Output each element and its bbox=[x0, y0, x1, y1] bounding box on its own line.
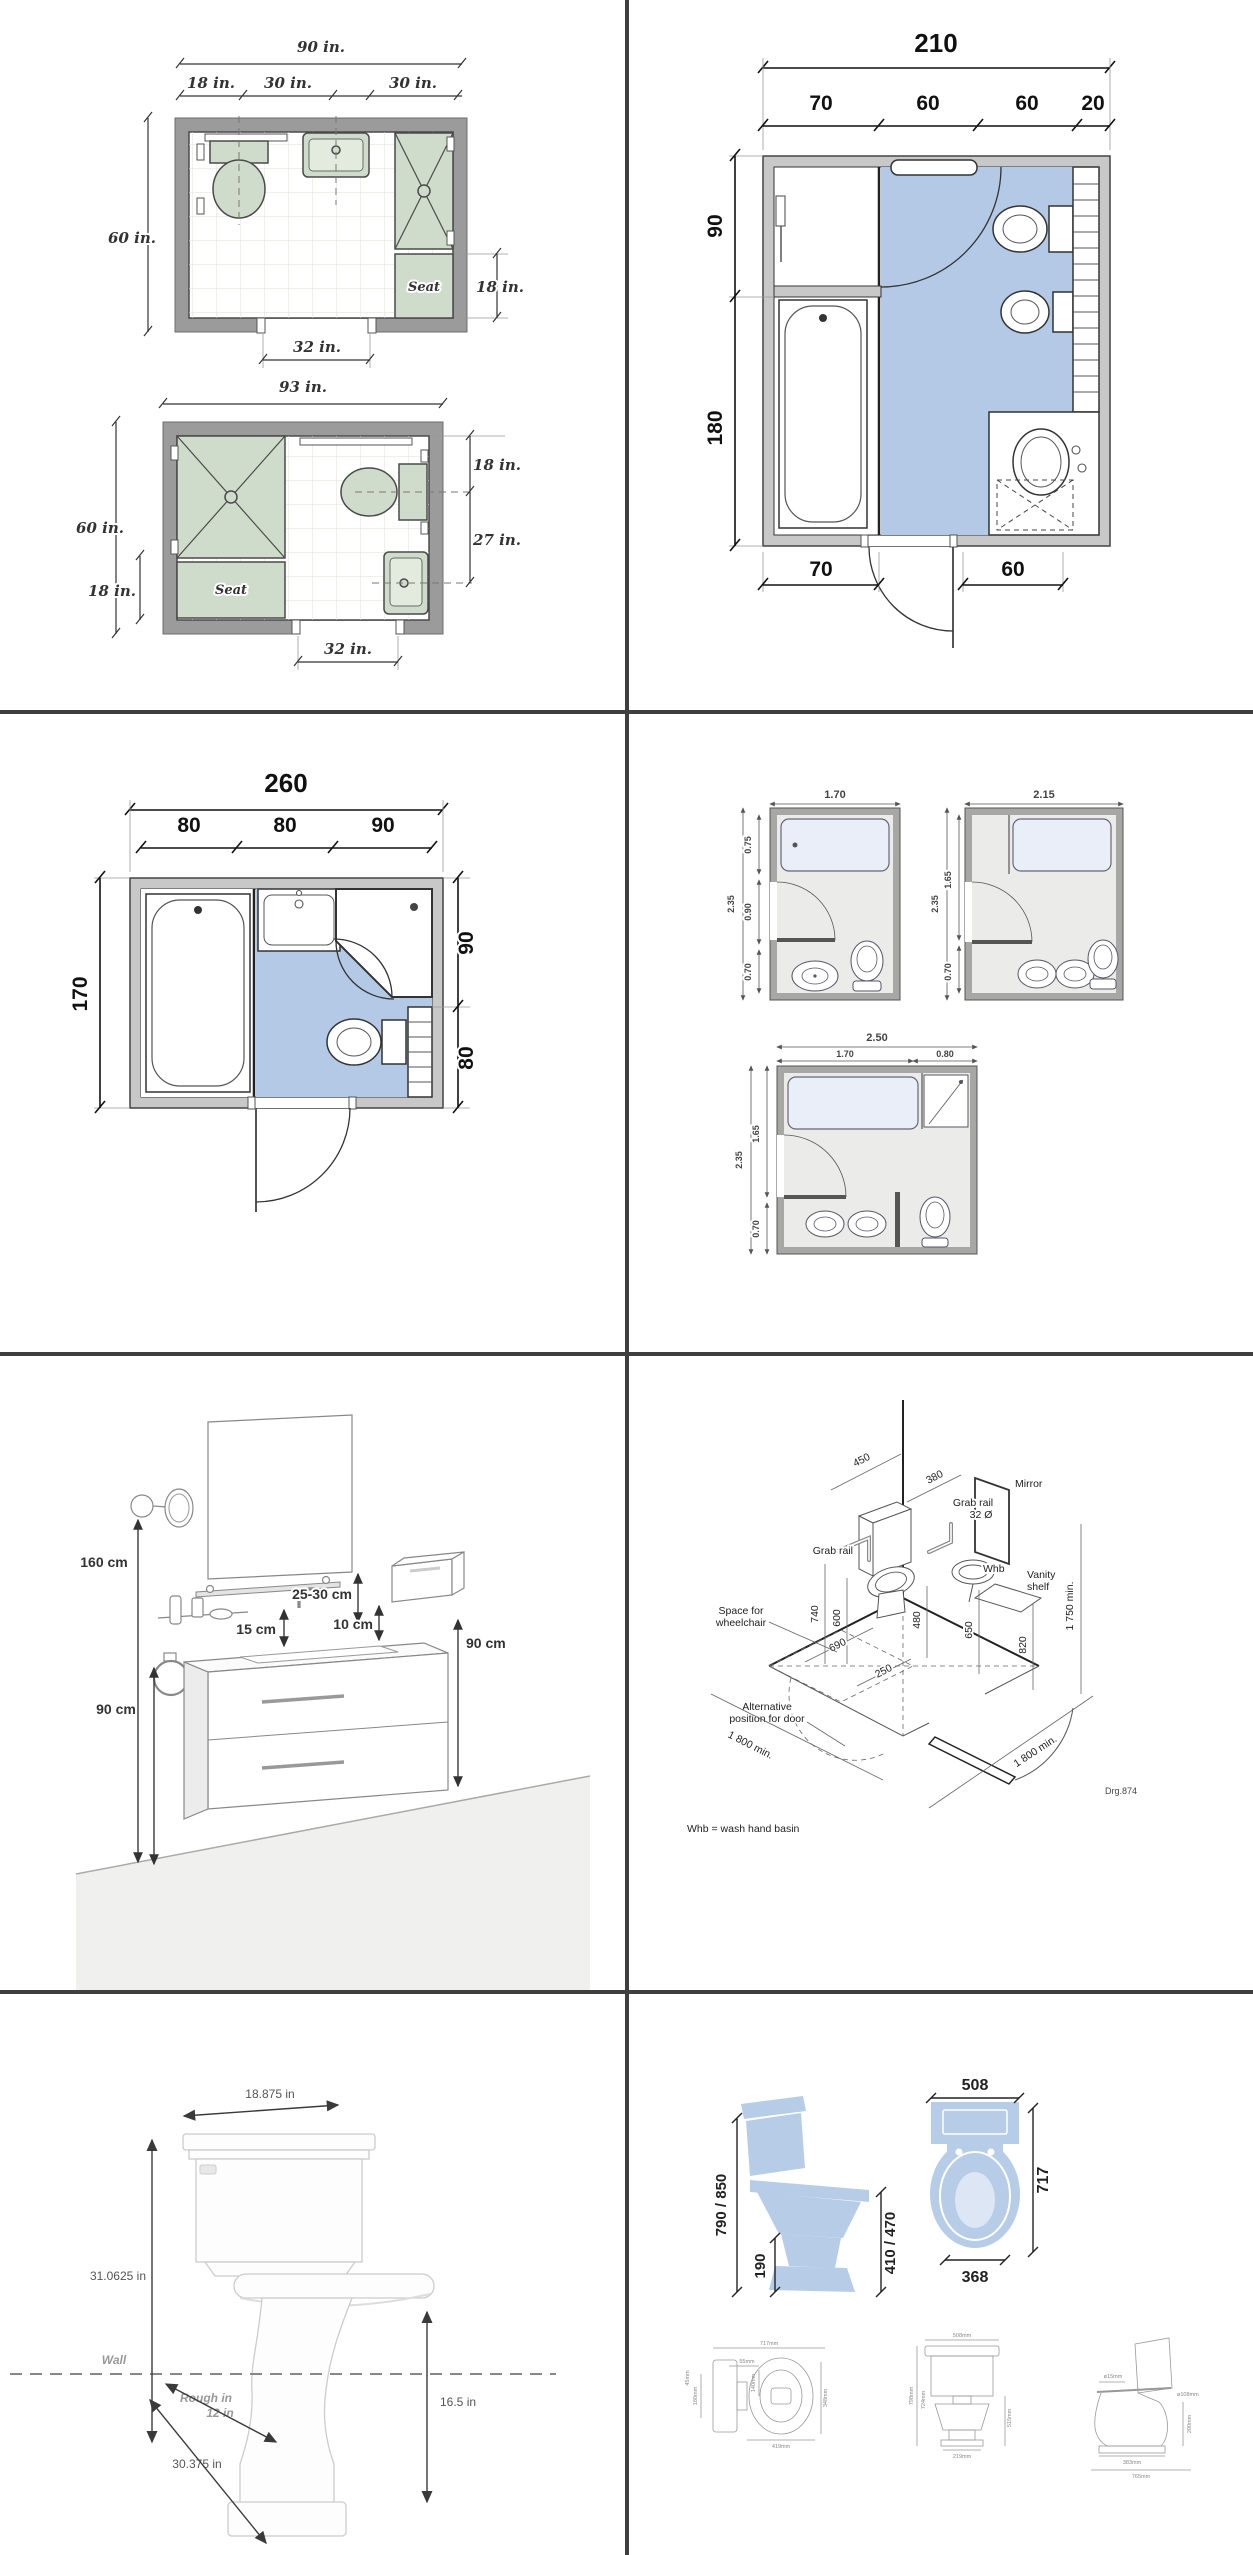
dim-s2: 0.70 bbox=[943, 963, 953, 981]
panel-accessible-wc bbox=[629, 1356, 1253, 1990]
shower bbox=[395, 133, 454, 249]
flush-lever bbox=[200, 2165, 216, 2174]
plan-215 bbox=[930, 789, 1123, 1000]
bidet bbox=[1001, 291, 1073, 333]
vanity-unit bbox=[184, 1643, 448, 1819]
dim-seg2: 60 bbox=[916, 92, 940, 115]
dim-seg3: 30 in. bbox=[389, 74, 437, 92]
dim-s1: 0.75 bbox=[743, 836, 753, 854]
grab-rail bbox=[205, 134, 287, 141]
dim-219mm: 219mm bbox=[952, 2454, 972, 2460]
drawing-number: Drg.874 bbox=[1105, 1786, 1138, 1796]
dim-bot1: 70 bbox=[809, 558, 833, 581]
grab-rail bbox=[300, 438, 412, 445]
bathtub bbox=[1013, 819, 1111, 871]
dim-s1: 1.65 bbox=[751, 1125, 761, 1143]
dim-top: 1.70 bbox=[824, 789, 846, 801]
dim-419mm: 419mm bbox=[771, 2444, 791, 2450]
dim-bot2: 60 bbox=[1001, 558, 1025, 581]
dim-seg2: 30 in. bbox=[264, 74, 312, 92]
door-opening bbox=[867, 536, 951, 546]
dispenser bbox=[170, 1596, 181, 1624]
accessories bbox=[158, 1596, 248, 1624]
dim-s1: 1.65 bbox=[943, 871, 953, 889]
dim-left1: 90 bbox=[704, 214, 727, 238]
tech-plan-view bbox=[685, 2341, 829, 2450]
accessible-wc-drawing bbox=[629, 1356, 1253, 1990]
label-alt1: Alternative bbox=[742, 1701, 792, 1713]
panel-210-floorplan bbox=[629, 0, 1253, 710]
shower-seat bbox=[395, 254, 453, 318]
dim-200mm: 200mm bbox=[1187, 2414, 1193, 2434]
dimensions-iso bbox=[687, 1451, 1137, 1835]
panel-vanity-heights bbox=[0, 1356, 625, 1990]
partition-wall bbox=[895, 1192, 900, 1247]
dim-depth: 30.375 in bbox=[172, 2457, 222, 2471]
dim-top: 2.15 bbox=[1033, 789, 1055, 801]
dim-t1: 1.70 bbox=[836, 1049, 854, 1059]
floorplan-93in bbox=[76, 378, 521, 670]
panel-260-floorplan bbox=[0, 714, 625, 1352]
toilet-dimensions-drawing bbox=[629, 1994, 1253, 2555]
bathtub bbox=[779, 300, 867, 528]
shower-seat bbox=[177, 562, 285, 618]
door-opening bbox=[965, 882, 972, 942]
seat-label: Seat bbox=[214, 583, 248, 598]
label-grab-rail-dia: Grab rail bbox=[952, 1497, 994, 1509]
magnifying-mirror bbox=[131, 1489, 193, 1527]
dim-160cm: 160 cm bbox=[80, 1554, 128, 1570]
dim-r2: 27 in. bbox=[473, 531, 521, 549]
plan-170 bbox=[726, 789, 900, 1000]
label-wall: Wall bbox=[101, 2353, 127, 2367]
dim-seg3: 60 bbox=[1015, 92, 1039, 115]
dim-height: 31.0625 in bbox=[89, 2269, 146, 2283]
dim-width: 93 in. bbox=[279, 378, 327, 396]
tech-side-view bbox=[1091, 2338, 1199, 2480]
towel-ring bbox=[154, 1653, 188, 1695]
dim-door: 32 in. bbox=[293, 338, 341, 356]
toilet-photo bbox=[183, 2134, 434, 2536]
toilet-roughin-drawing bbox=[0, 1994, 625, 2555]
dim-515mm: 515mm bbox=[1007, 2408, 1013, 2428]
washbasin bbox=[792, 961, 838, 991]
toilet bbox=[920, 1197, 950, 1247]
tech-front-view bbox=[909, 2333, 1013, 2460]
dim-348mm: 348mm bbox=[823, 2388, 829, 2408]
label-grab-rail-dia2: 32 Ø bbox=[969, 1509, 993, 1521]
panel-toilet-roughin bbox=[0, 1994, 625, 2555]
mirror bbox=[208, 1415, 352, 1579]
dim-10cm: 10 cm bbox=[333, 1616, 373, 1632]
dim-480: 480 bbox=[911, 1611, 923, 1629]
dim-790-850: 790 / 850 bbox=[713, 2173, 730, 2237]
dim-820: 820 bbox=[1017, 1636, 1029, 1654]
door-opening bbox=[254, 1098, 350, 1108]
label-space1: Space for bbox=[718, 1605, 764, 1617]
dim-rim-height: 16.5 in bbox=[440, 2395, 477, 2409]
dim-508mm: 508mm bbox=[952, 2333, 972, 2339]
soap-dish bbox=[210, 1609, 232, 1619]
dim-508: 508 bbox=[961, 2077, 989, 2094]
dim-45mm: 45mm bbox=[685, 2370, 691, 2386]
toilet-top-silhouette bbox=[930, 2102, 1020, 2248]
dim-seg3: 90 bbox=[371, 814, 395, 837]
dim-left: 2.35 bbox=[930, 895, 940, 913]
dim-left: 60 in. bbox=[108, 229, 156, 247]
toilet bbox=[851, 941, 883, 991]
seat-label: Seat bbox=[407, 280, 441, 295]
dim-1800-right: 1 800 min. bbox=[1011, 1733, 1060, 1770]
dim-90cm-right: 90 cm bbox=[466, 1635, 506, 1651]
panel-imperial-floorplans bbox=[0, 0, 625, 710]
dim-190: 190 bbox=[752, 2253, 769, 2279]
floor bbox=[76, 1776, 590, 1990]
dim-724mm: 724mm bbox=[921, 2390, 927, 2410]
dim-250: 250 bbox=[873, 1662, 895, 1681]
imperial-floorplans-drawing bbox=[0, 0, 625, 710]
label-vanity2: shelf bbox=[1027, 1581, 1050, 1593]
dim-seg1: 70 bbox=[809, 92, 833, 115]
dim-450: 450 bbox=[851, 1451, 873, 1470]
label-whb: Whb bbox=[983, 1563, 1005, 1575]
bathtub bbox=[141, 889, 254, 1097]
floorplan-90in bbox=[108, 38, 524, 368]
grid-divider-h1 bbox=[0, 710, 1253, 714]
toilet bbox=[993, 206, 1073, 252]
vanity-heights-drawing bbox=[0, 1356, 625, 1990]
label-alt2: position for door bbox=[729, 1713, 805, 1725]
door bbox=[789, 1678, 1073, 1784]
grid-divider-h3 bbox=[0, 1990, 1253, 1994]
panel-small-floorplans bbox=[629, 714, 1253, 1352]
dim-798mm: 798mm bbox=[909, 2386, 915, 2406]
dim-380: 380 bbox=[924, 1468, 946, 1487]
towel-rail bbox=[891, 160, 977, 175]
shower bbox=[171, 436, 285, 558]
panel-toilet-dimensions bbox=[629, 1994, 1253, 2555]
dim-right1: 90 bbox=[455, 931, 478, 955]
dim-left: 2.35 bbox=[734, 1151, 744, 1169]
dim-width: 90 in. bbox=[297, 38, 345, 56]
label-rough-in-value: 12 in bbox=[206, 2406, 234, 2420]
label-vanity1: Vanity bbox=[1027, 1569, 1056, 1581]
dim-seg2: 80 bbox=[273, 814, 297, 837]
mirror bbox=[975, 1478, 1009, 1564]
door-opening bbox=[298, 621, 398, 635]
dim-left2: 180 bbox=[704, 410, 727, 446]
legend-whb: Whb = wash hand basin bbox=[687, 1823, 800, 1835]
toilet-seat bbox=[234, 2274, 434, 2298]
dim-right: 18 in. bbox=[476, 278, 524, 296]
dim-left: 60 in. bbox=[76, 519, 124, 537]
dim-t2: 0.80 bbox=[936, 1049, 954, 1059]
dim-left: 2.35 bbox=[726, 895, 736, 913]
cup bbox=[192, 1598, 203, 1617]
dim-368: 368 bbox=[961, 2269, 989, 2286]
radiator bbox=[1073, 167, 1099, 412]
dim-740: 740 bbox=[809, 1605, 821, 1623]
grid-divider-vertical bbox=[625, 0, 629, 2555]
dim-90cm-left: 90 cm bbox=[96, 1701, 136, 1717]
washbasin-counter bbox=[989, 412, 1099, 535]
dim-600: 600 bbox=[831, 1609, 843, 1627]
dim-seg4: 20 bbox=[1081, 92, 1105, 115]
door-swing-out bbox=[256, 1108, 350, 1202]
dim-s3: 0.70 bbox=[743, 963, 753, 981]
small-floorplans-drawing bbox=[629, 714, 1253, 1352]
plan-250 bbox=[734, 1032, 977, 1254]
dim-140mm: 140mm bbox=[751, 2373, 757, 2393]
label-mirror: Mirror bbox=[1015, 1478, 1043, 1490]
dim-total: 210 bbox=[914, 28, 958, 58]
shower bbox=[924, 1075, 968, 1127]
label-grab-rail: Grab rail bbox=[812, 1545, 853, 1557]
door-leaf bbox=[929, 1737, 1015, 1784]
floorplan-260 bbox=[130, 878, 443, 1212]
door-opening bbox=[263, 319, 370, 333]
bathtub bbox=[788, 1077, 918, 1129]
door-swing-out bbox=[869, 547, 953, 631]
dim-15cm: 15 cm bbox=[236, 1621, 276, 1637]
dim-top: 2.50 bbox=[866, 1032, 888, 1044]
dim-dia15mm: ø15mm bbox=[1103, 2374, 1123, 2380]
dim-690: 690 bbox=[827, 1636, 849, 1655]
dim-25-30cm: 25-30 cm bbox=[292, 1586, 352, 1602]
metric-260-drawing bbox=[0, 714, 625, 1352]
dim-650: 650 bbox=[963, 1621, 975, 1639]
toilet-bowl bbox=[240, 2298, 352, 2506]
dim-717: 717 bbox=[1035, 2166, 1052, 2194]
dim-right2: 80 bbox=[455, 1046, 478, 1070]
dim-door: 32 in. bbox=[324, 640, 372, 658]
dim-seg1: 18 in. bbox=[187, 74, 235, 92]
toilet bbox=[327, 1019, 406, 1065]
grid-divider-h2 bbox=[0, 1352, 1253, 1356]
dim-left: 170 bbox=[69, 976, 92, 1012]
toilet bbox=[1088, 940, 1118, 989]
dim-left2: 18 in. bbox=[88, 582, 136, 600]
tissue-box bbox=[392, 1552, 464, 1602]
dim-width: 18.875 in bbox=[245, 2087, 295, 2101]
radiator bbox=[408, 1007, 432, 1097]
dim-s2: 0.70 bbox=[751, 1220, 761, 1238]
dim-1800-left: 1 800 min. bbox=[725, 1728, 775, 1762]
washbasin bbox=[258, 889, 340, 951]
dim-717mm: 717mm bbox=[759, 2341, 779, 2347]
dim-s2: 0.90 bbox=[743, 903, 753, 921]
dim-1750: 1 750 min. bbox=[1064, 1581, 1076, 1631]
metric-210-drawing bbox=[629, 0, 1253, 710]
dim-410-470: 410 / 470 bbox=[882, 2211, 899, 2275]
dim-55mm: 55mm bbox=[739, 2359, 755, 2365]
dim-r1: 18 in. bbox=[473, 456, 521, 474]
dim-seg1: 80 bbox=[177, 814, 201, 837]
dim-dia108mm: ø108mm bbox=[1177, 2392, 1199, 2398]
label-space2: wheelchair bbox=[715, 1617, 767, 1629]
door-opening bbox=[777, 1135, 784, 1197]
dim-765mm: 765mm bbox=[1131, 2474, 1151, 2480]
dim-180mm: 180mm bbox=[693, 2386, 699, 2406]
dim-total: 260 bbox=[264, 768, 308, 798]
door-opening bbox=[770, 882, 777, 940]
label-rough-in: Rough in bbox=[180, 2391, 232, 2405]
dim-383mm: 383mm bbox=[1122, 2460, 1142, 2466]
